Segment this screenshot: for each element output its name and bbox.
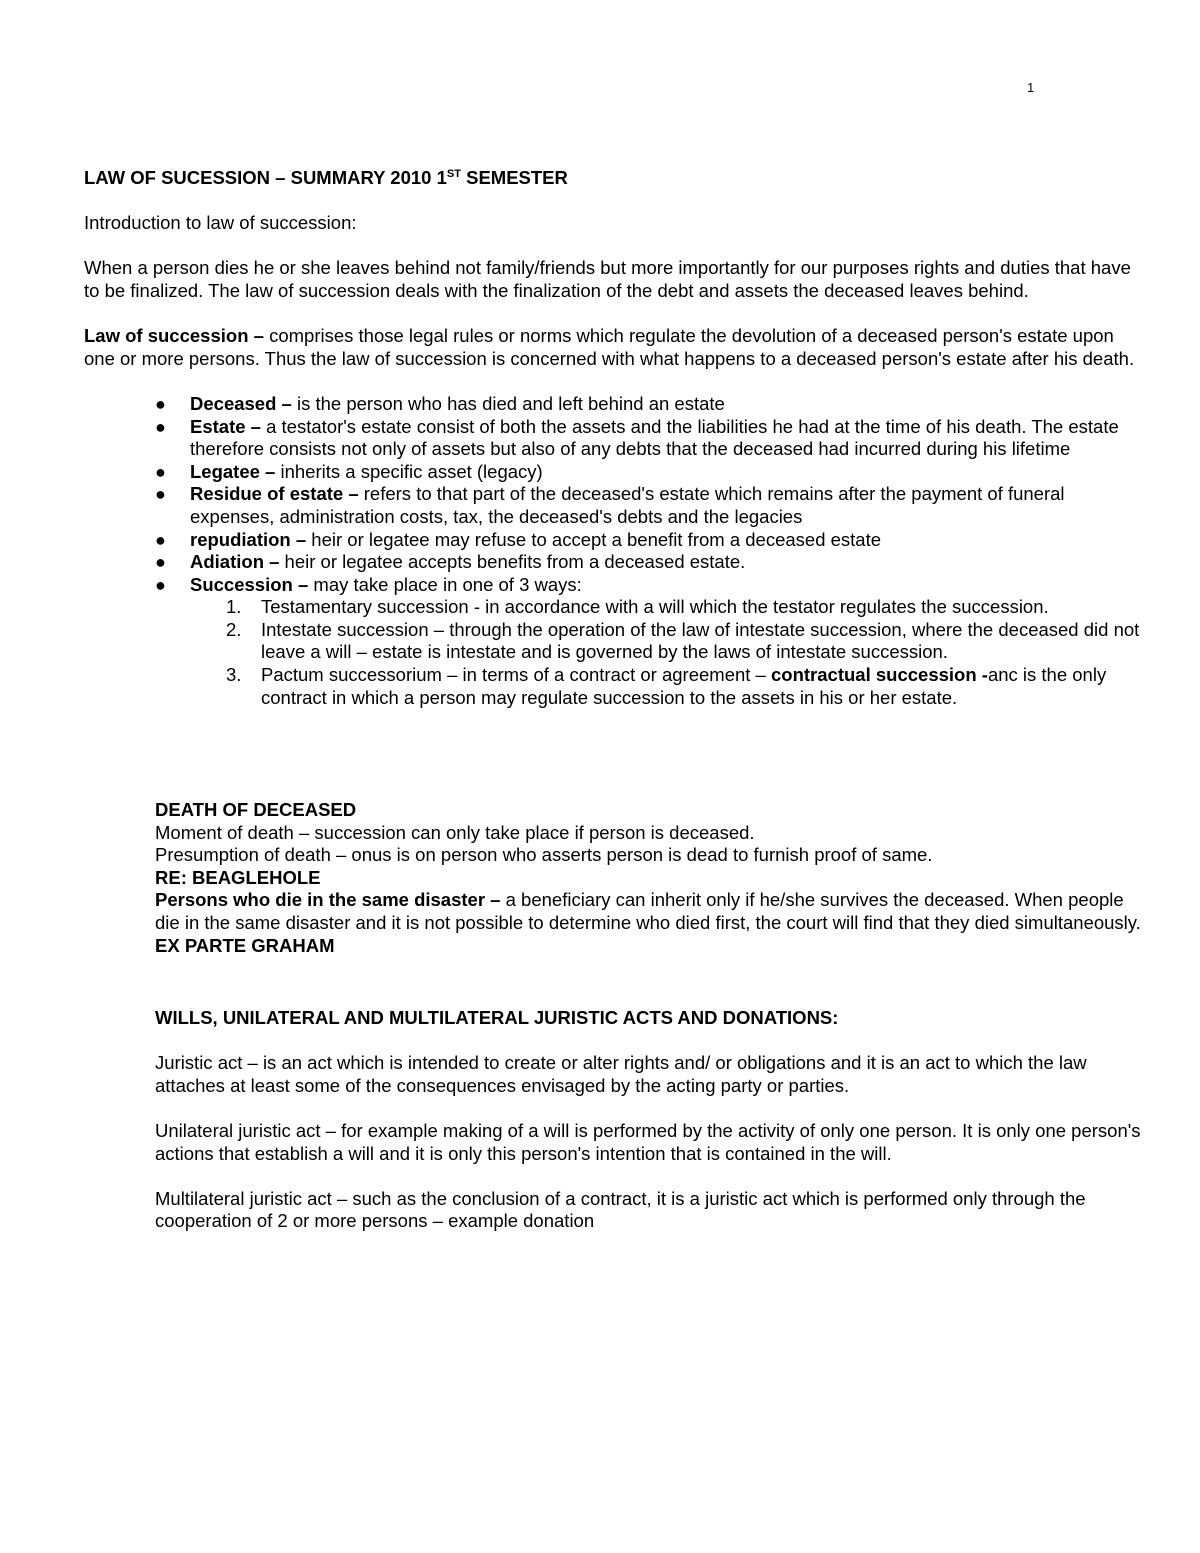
intro-heading: Introduction to law of succession:: [84, 212, 357, 234]
item-bold-term: contractual succession -: [771, 664, 988, 686]
bullet-text: refers to that part of the deceased's estate which remains after the payment of funeral expenses, administration costs, tax, the deceased's debts and the legacies: [190, 483, 1065, 527]
multilateral-act-paragraph: Multilateral juristic act – such as the conclusion of a contract, it is a juristic act which is performed only through the cooperation of 2 or more persons – example donation: [155, 1187, 1086, 1232]
item-number: 3.: [226, 664, 242, 686]
juristic-act-paragraph: Juristic act – is an act which is intended to create or alter rights and/ or obligations and it is an act to which the law attaches at least some of the consequences envisaged by the acting party or parties.: [155, 1052, 1087, 1096]
item-number: 2.: [226, 618, 242, 640]
moment-of-death: Moment of death – succession can only take place if person is deceased.: [155, 821, 755, 843]
numbered-item: [226, 664, 1144, 709]
definitions-list: [84, 393, 1144, 709]
title-end: SEMESTER: [460, 167, 568, 188]
title-superscript: ST: [446, 168, 461, 180]
page-number: 1: [1027, 80, 1035, 95]
numbered-item: [226, 596, 1144, 619]
wills-heading: WILLS, UNILATERAL AND MULTILATERAL JURISTIC ACTS AND DONATIONS:: [155, 1007, 839, 1028]
list-item: [155, 392, 1144, 416]
bullet-term: Estate –: [190, 415, 261, 437]
bullet-term: Deceased –: [190, 392, 292, 414]
list-item: [155, 551, 1144, 574]
death-heading: DEATH OF DECEASED: [155, 799, 357, 820]
disaster-paragraph: [155, 889, 1145, 957]
unilateral-act-paragraph: Unilateral juristic act – for example making of a will is performed by the activity of only one person. It is only one person's actions that establish a will and it is only this person's intention that is contained in the will.: [155, 1119, 1141, 1164]
presumption-of-death: Presumption of death – onus is on person who asserts person is dead to furnish proof of same.: [155, 844, 933, 866]
bullet-icon: ●: [155, 484, 166, 505]
document-title: [84, 167, 1144, 190]
succession-ways-list: [190, 596, 1144, 709]
bullet-icon: ●: [155, 574, 166, 595]
bullet-text: heir or legatee accepts benefits from a deceased estate.: [279, 551, 746, 573]
bullet-icon: ●: [155, 393, 166, 414]
definition-term: Law of succession –: [84, 325, 264, 347]
item-text: Intestate succession – through the operation of the law of intestate succession, where the deceased did not leave a will – estate is intestate and is governed by the laws of intestate succession.: [261, 618, 1140, 663]
definition-text: comprises those legal rules or norms which regulate the devolution of a deceased person's estate upon one or more persons. Thus the law of succession is concerned with what happens to a deceased person's estate after his death.: [84, 325, 1135, 369]
intro-paragraph: When a person dies he or she leaves behind not family/friends but more importantly for our purposes rights and duties that have to be finalized. The law of succession deals with the finalization of the debt and assets the deceased leaves behind.: [84, 257, 1131, 301]
item-number: 1.: [226, 596, 242, 618]
bullet-term: Residue of estate –: [190, 483, 359, 505]
death-section: [155, 799, 1145, 957]
bullet-term: repudiation –: [190, 528, 307, 550]
bullet-icon: ●: [155, 416, 166, 437]
item-text: Testamentary succession - in accordance with a will which the testator regulates the succession.: [261, 596, 1049, 618]
list-item: [155, 460, 1144, 484]
bullet-term: Succession –: [190, 573, 309, 595]
item-text-before: Pactum successorium – in terms of a contract or agreement –: [261, 664, 771, 686]
case-reference: RE: BEAGLEHOLE: [155, 866, 321, 888]
list-item: [155, 415, 1144, 461]
list-item: [155, 483, 1144, 528]
intro-section: [84, 167, 1144, 709]
case-reference: EX PARTE GRAHAM: [155, 934, 335, 956]
bullet-text: is the person who has died and left behind an estate: [291, 392, 725, 414]
definition-paragraph: [84, 325, 1144, 370]
bullet-icon: ●: [155, 461, 166, 482]
bullet-text: may take place in one of 3 ways:: [308, 573, 582, 595]
bullet-text: inherits a specific asset (legacy): [275, 460, 543, 482]
bullet-term: Legatee –: [190, 460, 276, 482]
disaster-text: a beneficiary can inherit only if he/she survives the deceased. When people die in the same disaster and it is not possible to determine who died first, the court will find that they died simultaneously.: [155, 889, 1141, 933]
bullet-icon: ●: [155, 529, 166, 550]
bullet-text: heir or legatee may refuse to accept a benefit from a deceased estate: [306, 528, 882, 550]
bullet-icon: ●: [155, 552, 166, 573]
item-text-after: anc is the only contract in which a person may regulate succession to the assets in his or her estate.: [261, 664, 1107, 708]
wills-section: [155, 1007, 1145, 1233]
list-item: [155, 528, 1144, 552]
bullet-text: a testator's estate consist of both the assets and the liabilities he had at the time of his death. The estate therefore consists not only of assets but also of any debts that the deceased had incurred during his lifetime: [190, 415, 1119, 460]
numbered-item: [226, 618, 1144, 664]
disaster-term: Persons who die in the same disaster –: [155, 889, 501, 911]
list-item: [155, 573, 1144, 710]
bullet-term: Adiation –: [190, 551, 280, 573]
title-main: LAW OF SUCESSION – SUMMARY 2010 1: [84, 167, 447, 188]
